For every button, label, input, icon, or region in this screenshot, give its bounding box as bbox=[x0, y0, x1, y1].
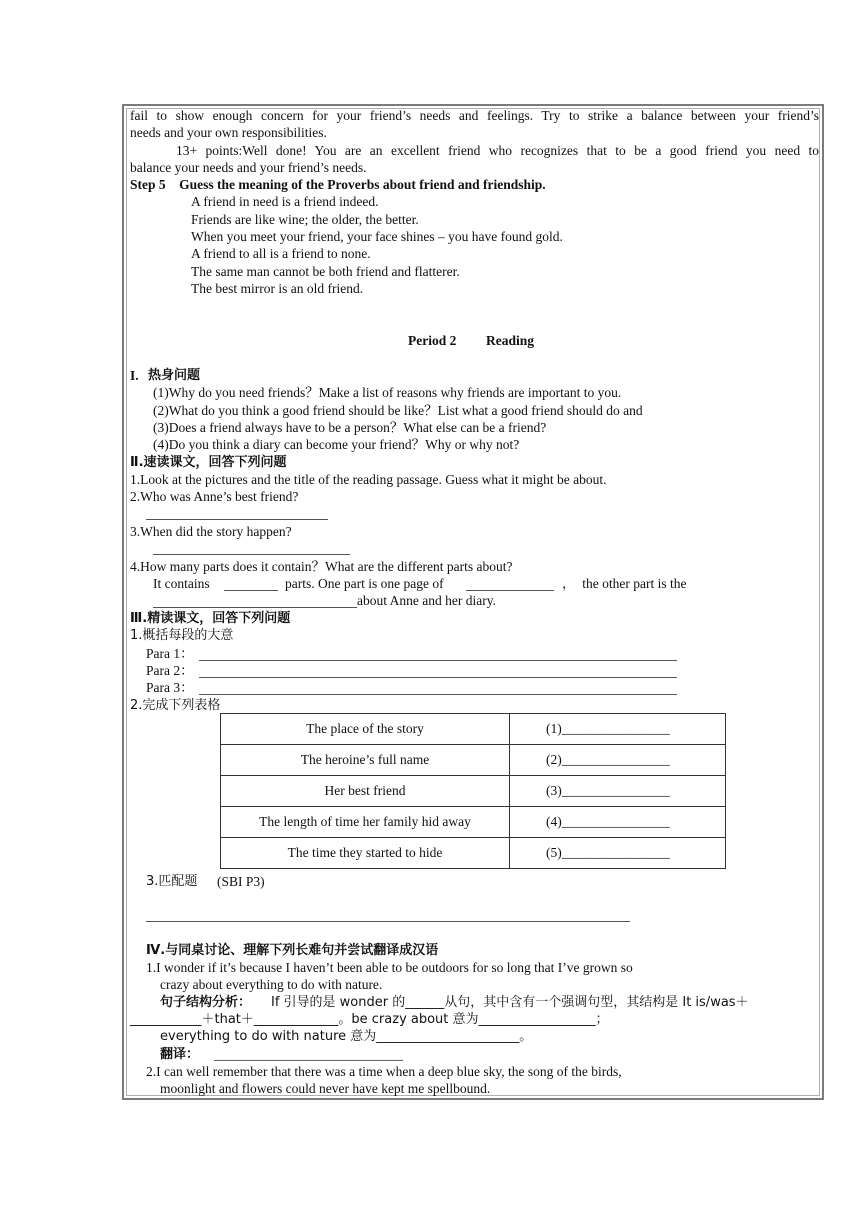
table-row bbox=[221, 745, 726, 776]
sentence-1: crazy about everything to do with nature. bbox=[160, 977, 383, 992]
intro-line: 13+ points:Well done! You are an excellent friend who recognizes that to be a good friend you need to bbox=[176, 143, 819, 158]
section3-heading: Ⅲ.精读课文，回答下列问题 bbox=[130, 611, 291, 626]
table-label: The place of the story bbox=[221, 714, 510, 745]
sentence-1: 1.I wonder if it’s because I haven’t been able to be outdoors for so long that I’ve grown so bbox=[146, 960, 633, 975]
answer-blank bbox=[199, 694, 677, 695]
table-blank[interactable]: (5)________________ bbox=[510, 838, 726, 869]
section3-sub-matching: 3.匹配题 bbox=[146, 874, 198, 889]
skim-question: 2.Who was Anne’s best friend? bbox=[130, 489, 299, 504]
table-row bbox=[221, 776, 726, 807]
proverb: A friend to all is a friend to none. bbox=[191, 246, 371, 261]
table-blank[interactable]: (1)________________ bbox=[510, 714, 726, 745]
para-label: Para 2： bbox=[146, 663, 194, 678]
answer-blank bbox=[146, 519, 328, 520]
skim-question: 1.Look at the pictures and the title of the reading passage. Guess what it might be about. bbox=[130, 472, 607, 487]
warmup-question: (1)Why do you need friends？Make a list of reasons why friends are important to you. bbox=[153, 385, 622, 400]
proverb: The same man cannot be both friend and flatterer. bbox=[191, 264, 460, 279]
skim-question: 4.How many parts does it contain？What are the different parts about? bbox=[130, 559, 513, 574]
table-label: Her best friend bbox=[221, 776, 510, 807]
translate-label: 翻译： bbox=[160, 1047, 200, 1062]
q4-answer-text: parts. One part is one page of bbox=[285, 576, 444, 591]
matching-reference: (SBI P3) bbox=[217, 874, 265, 889]
fill-in-table bbox=[220, 713, 726, 869]
step5-heading: Step 5 Guess the meaning of the Proverbs about friend and friendship. bbox=[130, 177, 546, 192]
table-blank[interactable]: (3)________________ bbox=[510, 776, 726, 807]
section1-numeral: I. bbox=[130, 368, 139, 383]
warmup-question: (2)What do you think a good friend should be like？List what a good friend should do and bbox=[153, 403, 643, 418]
q4-answer-text: about Anne and her diary. bbox=[357, 593, 496, 608]
table-row bbox=[221, 714, 726, 745]
analysis-text: If 引导的是 wonder 的______从句，其中含有一个强调句型，其结构是 It is/was＋ bbox=[271, 995, 749, 1010]
intro-line: fail to show enough concern for your friend’s needs and feelings. Try to strike a balance between your friend’s bbox=[130, 108, 819, 123]
analysis-text: everything to do with nature 意为______________________。 bbox=[160, 1029, 533, 1044]
table-label: The length of time her family hid away bbox=[221, 807, 510, 838]
analysis-label: 句子结构分析： bbox=[160, 995, 252, 1010]
table-label: The heroine’s full name bbox=[221, 745, 510, 776]
answer-blank bbox=[199, 677, 677, 678]
sentence-2: 2.I can well remember that there was a time when a deep blue sky, the song of the birds, bbox=[146, 1064, 622, 1079]
intro-line: needs and your own responsibilities. bbox=[130, 125, 327, 140]
section4-heading: Ⅳ.与同桌讨论、理解下列长难句并尝试翻译成汉语 bbox=[146, 943, 439, 958]
answer-blank bbox=[199, 660, 677, 661]
answer-blank bbox=[153, 554, 350, 555]
period-title: Reading bbox=[486, 333, 535, 348]
section2-heading: Ⅱ.速读课文，回答下列问题 bbox=[130, 455, 287, 470]
translate-blank[interactable]: ____________________________ bbox=[214, 1047, 403, 1062]
table-label: The time they started to hide bbox=[221, 838, 510, 869]
warmup-question: (3)Does a friend always have to be a person？What else can be a friend? bbox=[153, 420, 547, 435]
para-label: Para 3： bbox=[146, 680, 194, 695]
answer-blank bbox=[466, 590, 554, 591]
para-label: Para 1： bbox=[146, 646, 194, 661]
warmup-question: (4)Do you think a diary can become your friend？Why or why not? bbox=[153, 437, 520, 452]
table-row bbox=[221, 807, 726, 838]
table-row bbox=[221, 838, 726, 869]
table-blank[interactable]: (2)________________ bbox=[510, 745, 726, 776]
section1-heading: 热身问题 bbox=[148, 368, 201, 383]
q4-answer-text: ， the other part is the bbox=[562, 576, 687, 591]
section3-sub-table: 2.完成下列表格 bbox=[130, 698, 221, 713]
q4-answer-text: It contains bbox=[153, 576, 210, 591]
intro-line: balance your needs and your friend’s needs. bbox=[130, 160, 367, 175]
period-number: Period 2 bbox=[408, 333, 457, 348]
proverb: Friends are like wine; the older, the better. bbox=[191, 212, 419, 227]
proverb: The best mirror is an old friend. bbox=[191, 281, 364, 296]
sentence-2: moonlight and flowers could never have kept me spellbound. bbox=[160, 1081, 491, 1096]
analysis-text: ___________＋that＋_____________。be crazy about 意为__________________； bbox=[130, 1012, 609, 1027]
proverb: A friend in need is a friend indeed. bbox=[191, 194, 379, 209]
proverb: When you meet your friend, your face shines – you have found gold. bbox=[191, 229, 563, 244]
answer-blank bbox=[146, 921, 630, 922]
section3-sub-summary: 1.概括每段的大意 bbox=[130, 628, 234, 643]
skim-question: 3.When did the story happen? bbox=[130, 524, 292, 539]
answer-blank bbox=[153, 607, 357, 608]
answer-blank bbox=[224, 590, 278, 591]
table-blank[interactable]: (4)________________ bbox=[510, 807, 726, 838]
